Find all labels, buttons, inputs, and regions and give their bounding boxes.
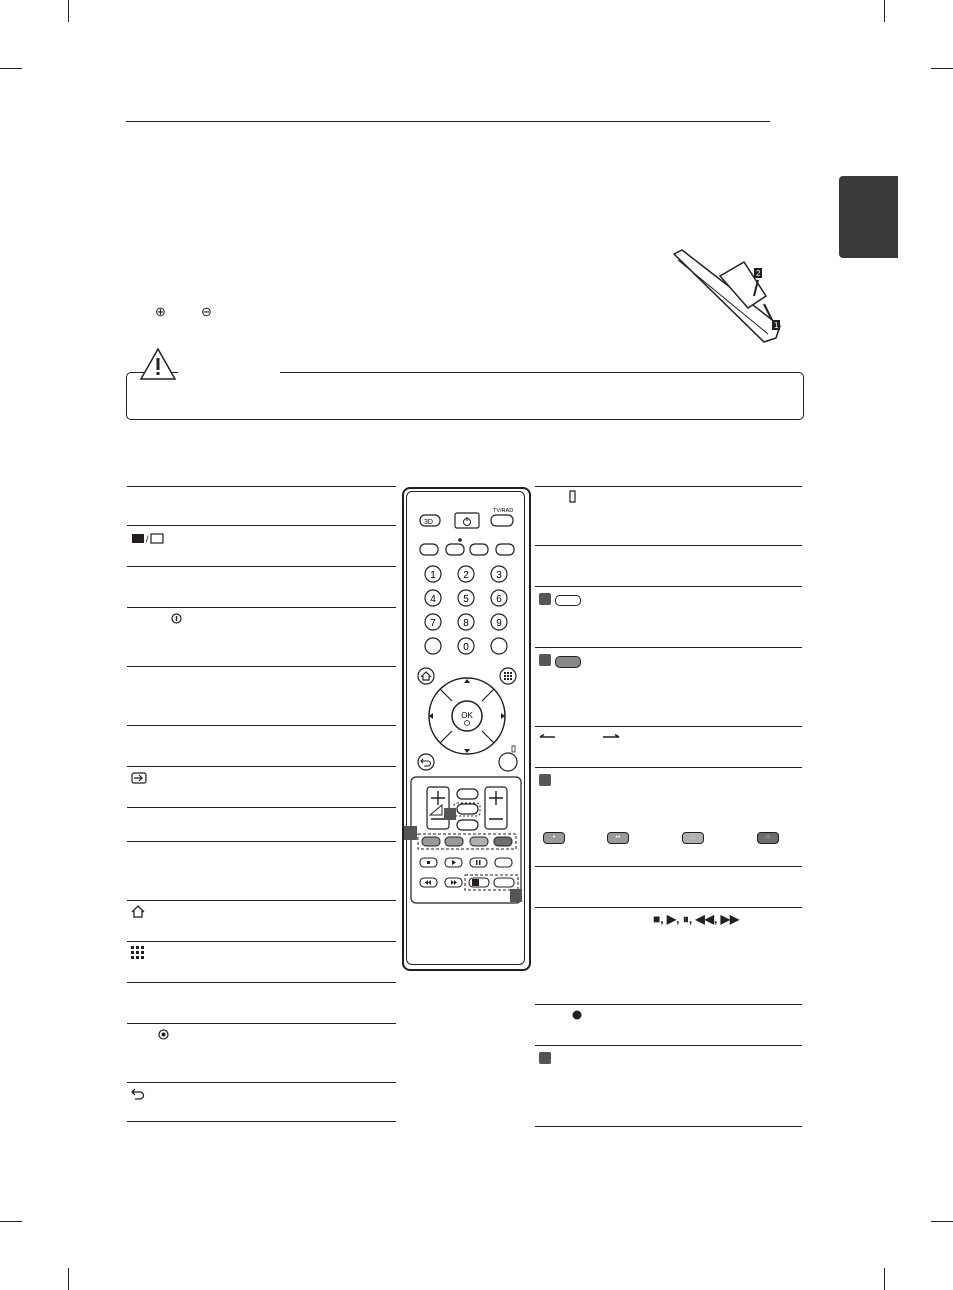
table-row [127, 567, 396, 608]
plus-circle-icon: ⊕ [155, 304, 166, 319]
grid-icon [131, 946, 144, 959]
digit-0: 0 [463, 642, 469, 653]
table-row [127, 901, 396, 942]
table-row [535, 648, 802, 727]
digit-5: 5 [463, 594, 469, 605]
gray-button-icon [555, 656, 581, 668]
home-button [418, 668, 434, 684]
ok-icon [158, 1029, 169, 1040]
page-button [499, 753, 517, 771]
table-row [535, 587, 802, 648]
arrows-left-right-icon [539, 733, 621, 741]
pause-button [470, 858, 487, 867]
chapter-tab [839, 176, 898, 258]
red-button [422, 837, 440, 846]
table-row [535, 486, 802, 546]
crop-mark [931, 1221, 953, 1222]
subtitle-button-icon [555, 595, 581, 606]
table-row [535, 1005, 802, 1046]
red-button-icon: • [543, 832, 565, 844]
left-key-table [127, 486, 396, 1122]
crop-mark [884, 0, 885, 22]
right-key-table [535, 486, 802, 1127]
yellow-button-icon: ∴ [682, 832, 704, 844]
crop-mark [68, 0, 69, 22]
crop-mark [68, 1268, 69, 1290]
green-button-icon: •• [607, 832, 629, 844]
crop-mark [931, 68, 953, 69]
playback-icons: ■, ▶, ⏸, ◀◀, ▶▶ [653, 912, 740, 926]
table-row [127, 1024, 396, 1083]
table-row [127, 767, 396, 808]
page-icon [569, 490, 577, 503]
crop-mark [0, 68, 22, 69]
table-row [127, 608, 396, 667]
number-badge [510, 889, 522, 902]
table-row [127, 942, 396, 983]
ok-label: OK [461, 711, 473, 720]
table-row [535, 727, 802, 768]
table-row [535, 867, 802, 908]
number-badge [404, 826, 417, 840]
number-badge [539, 774, 551, 786]
back-icon [131, 1087, 145, 1100]
table-row [127, 526, 396, 567]
info-button [446, 544, 464, 555]
info-icon [171, 613, 182, 624]
digit-9: 9 [496, 618, 502, 629]
svg-text:2: 2 [756, 269, 761, 278]
digit-6: 6 [496, 594, 502, 605]
digit-2: 2 [463, 570, 469, 581]
svg-text:3D: 3D [424, 519, 433, 526]
blue-button [494, 837, 512, 846]
back-button [418, 754, 434, 770]
table-row [535, 768, 802, 867]
green-button [445, 837, 463, 846]
minus-circle-icon: ⊖ [201, 304, 212, 319]
digit-1: 1 [430, 570, 436, 581]
number-badge [444, 808, 456, 820]
header-rule [126, 121, 770, 122]
table-row [127, 983, 396, 1024]
battery-cover-illustration [668, 246, 788, 344]
table-row [127, 486, 396, 526]
caution-box [126, 372, 804, 420]
crop-mark [0, 1221, 22, 1222]
table-row [535, 1046, 802, 1127]
table-row [127, 1083, 396, 1122]
svg-text:/: / [146, 534, 149, 544]
input-button [496, 544, 514, 555]
digit-4: 4 [430, 594, 436, 605]
number-badge [539, 654, 551, 666]
record-icon [572, 1010, 582, 1020]
digit-8: 8 [463, 618, 469, 629]
blue-button-icon: ⁘ [757, 832, 779, 844]
remote-control-buttons [402, 487, 532, 917]
tv-radio-icon [131, 532, 165, 544]
svg-text:TV/RAD: TV/RAD [493, 508, 514, 514]
table-row [127, 726, 396, 767]
yellow-button [470, 837, 488, 846]
table-row [535, 546, 802, 587]
table-row [127, 667, 396, 726]
home-icon [131, 905, 145, 918]
number-badge [539, 1052, 551, 1064]
number-badge [539, 593, 551, 605]
table-row [127, 808, 396, 842]
input-icon [131, 772, 147, 784]
warning-triangle-icon [139, 347, 177, 381]
tv-radio-switch-button [491, 515, 513, 526]
table-row [535, 908, 802, 1005]
table-row [127, 842, 396, 901]
digit-7: 7 [430, 618, 436, 629]
crop-mark [884, 1268, 885, 1290]
svg-text:1: 1 [774, 321, 779, 330]
digit-3: 3 [496, 570, 502, 581]
